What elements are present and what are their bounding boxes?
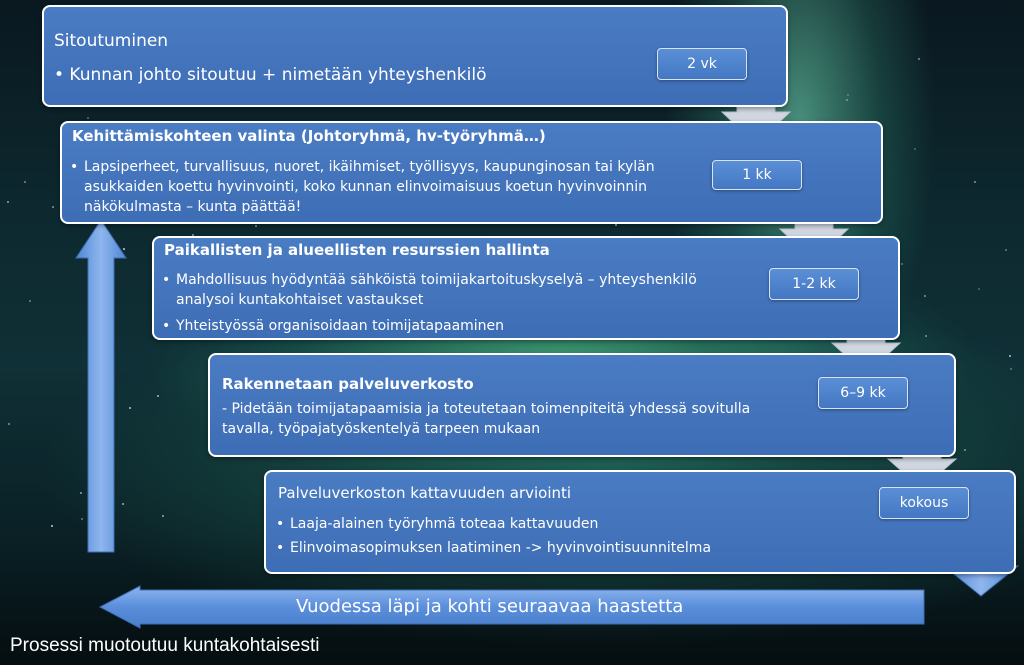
step-title: Palveluverkoston kattavuuden arviointi bbox=[278, 484, 572, 502]
duration-tag: kokous bbox=[879, 487, 969, 519]
bullet-marker: • bbox=[162, 272, 171, 288]
bullet-text: Mahdollisuus hyödyntää sähköistä toimijakartoituskyselyä – yhteyshenkilö analysoi kuntakohtaiset vastaukset bbox=[176, 272, 697, 308]
star bbox=[157, 395, 159, 397]
step-box-evaluation bbox=[264, 470, 1016, 574]
bullet-marker: • bbox=[276, 516, 285, 532]
step-title: Paikallisten ja alueellisten resurssien hallinta bbox=[164, 241, 550, 259]
star bbox=[87, 117, 89, 119]
star bbox=[847, 94, 849, 96]
cycle-label: Vuodessa läpi ja kohti seuraavaa haastetta bbox=[296, 596, 684, 617]
star bbox=[918, 58, 920, 60]
star bbox=[129, 407, 131, 409]
bullet-text: Laaja-alainen työryhmä toteaa kattavuuden bbox=[290, 516, 599, 532]
star bbox=[51, 525, 53, 527]
step-bullet: - Pidetään toimijatapaamisia ja toteutetaan toimenpiteitä yhdessä sovitulla tavalla, työpajatyöskentelyä tarpeen mukaan bbox=[222, 401, 751, 437]
return-up-arrow bbox=[74, 218, 128, 554]
bullet-text: Lapsiperheet, turvallisuus, nuoret, ikäihmiset, työllisyys, kaupunginosan tai kylän asukkaiden koettu hyvinvointi, koko kunnan elinvoimaisuus koetun hyvinvoinnin näkökulmasta – kunta päättää! bbox=[84, 159, 655, 215]
star bbox=[255, 225, 257, 227]
star bbox=[974, 181, 976, 183]
bullet-marker: • bbox=[276, 540, 285, 556]
star bbox=[901, 263, 903, 265]
step-title: Kehittämiskohteen valinta (Johtoryhmä, hv-työryhmä…) bbox=[72, 127, 546, 145]
star bbox=[1009, 355, 1011, 357]
bullet-text: Yhteistyössä organisoidaan toimijatapaaminen bbox=[176, 318, 505, 334]
star bbox=[7, 201, 9, 203]
star bbox=[964, 449, 966, 451]
star bbox=[29, 300, 31, 302]
star bbox=[978, 288, 980, 290]
star bbox=[162, 515, 164, 517]
star bbox=[52, 206, 54, 208]
star bbox=[914, 148, 916, 150]
step-bullets bbox=[276, 514, 856, 558]
duration-tag: 1-2 kk bbox=[769, 268, 859, 300]
step-bullet: • Kunnan johto sitoutuu + nimetään yhteyshenkilö bbox=[54, 65, 487, 85]
star bbox=[1010, 368, 1012, 370]
star bbox=[846, 99, 848, 101]
duration-tag: 6–9 kk bbox=[818, 377, 908, 409]
bullet-marker: • bbox=[162, 318, 171, 334]
step-bullets bbox=[70, 157, 720, 217]
star bbox=[1005, 249, 1007, 251]
star bbox=[24, 181, 26, 183]
step-bullets bbox=[162, 270, 702, 336]
star bbox=[924, 295, 926, 297]
step-title: Rakennetaan palveluverkosto bbox=[222, 375, 474, 393]
bullet-text: Elinvoimasopimuksen laatiminen -> hyvinvointisuunnitelma bbox=[290, 540, 712, 556]
star bbox=[925, 335, 927, 337]
star bbox=[615, 224, 617, 226]
bullet-marker: • bbox=[70, 159, 79, 175]
step-title: Sitoutuminen bbox=[54, 31, 169, 51]
star bbox=[8, 423, 10, 425]
duration-tag: 1 kk bbox=[712, 160, 802, 190]
duration-tag: 2 vk bbox=[657, 48, 747, 80]
caption: Prosessi muotoutuu kuntakohtaisesti bbox=[10, 635, 320, 656]
